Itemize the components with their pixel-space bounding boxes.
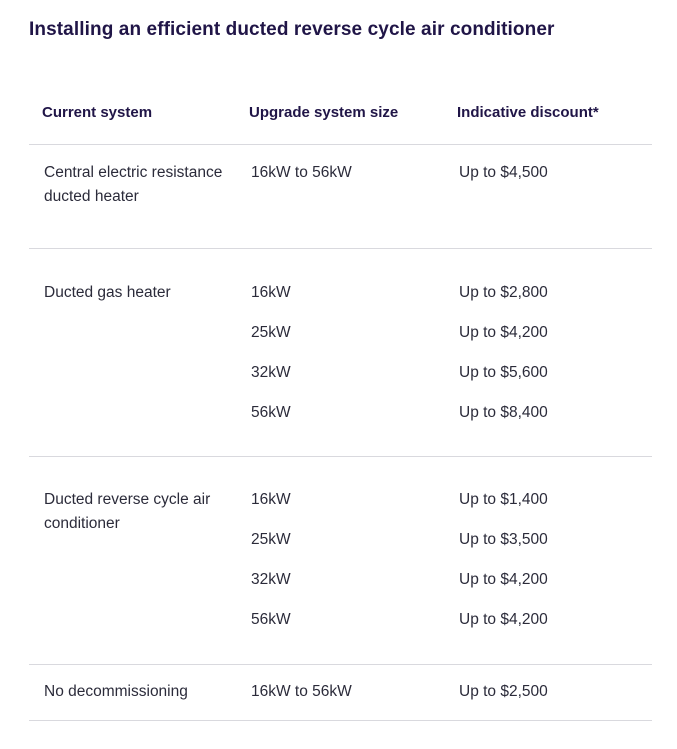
discount-value: Up to $4,200 — [459, 611, 548, 628]
table-row — [29, 249, 652, 457]
size-value: 25kW — [251, 531, 291, 548]
discount-value: Up to $1,400 — [459, 491, 548, 508]
table-row — [29, 665, 652, 721]
size-value: 32kW — [251, 571, 291, 588]
current-system-cell: Ducted gas heater — [44, 284, 171, 301]
discount-cell — [459, 161, 548, 201]
size-value: 25kW — [251, 324, 291, 341]
discount-value: Up to $4,500 — [459, 164, 548, 181]
discount-value: Up to $2,800 — [459, 284, 548, 301]
discount-value: Up to $2,500 — [459, 683, 548, 700]
discount-value: Up to $4,200 — [459, 324, 548, 341]
table-row — [29, 145, 652, 249]
size-value: 32kW — [251, 364, 291, 381]
size-value: 56kW — [251, 404, 291, 421]
header-current-system: Current system — [42, 104, 153, 121]
size-value: 16kW to 56kW — [251, 683, 352, 700]
size-value: 56kW — [251, 611, 291, 628]
header-indicative-discount: Indicative discount* — [457, 104, 599, 121]
size-cell — [251, 281, 291, 441]
discount-cell — [459, 281, 548, 441]
size-value: 16kW — [251, 491, 291, 508]
table-header-row — [29, 88, 652, 145]
page-title: Installing an efficient ducted reverse cycle air conditioner — [29, 19, 555, 40]
size-value: 16kW — [251, 284, 291, 301]
table-row — [29, 457, 652, 665]
discount-cell — [459, 488, 548, 648]
header-upgrade-system-size: Upgrade system size — [249, 104, 399, 121]
discount-value: Up to $5,600 — [459, 364, 548, 381]
current-system-cell: Central electric resistance ducted heater — [44, 164, 223, 205]
discount-value: Up to $4,200 — [459, 571, 548, 588]
discount-value: Up to $8,400 — [459, 404, 548, 421]
discount-value: Up to $3,500 — [459, 531, 548, 548]
current-system-cell: Ducted reverse cycle air conditioner — [44, 491, 211, 532]
size-cell — [251, 161, 352, 201]
size-cell — [251, 488, 291, 648]
size-value: 16kW to 56kW — [251, 164, 352, 181]
discount-cell — [459, 680, 548, 720]
size-cell — [251, 680, 352, 720]
discount-table — [29, 88, 652, 721]
current-system-cell: No decommissioning — [44, 683, 188, 700]
